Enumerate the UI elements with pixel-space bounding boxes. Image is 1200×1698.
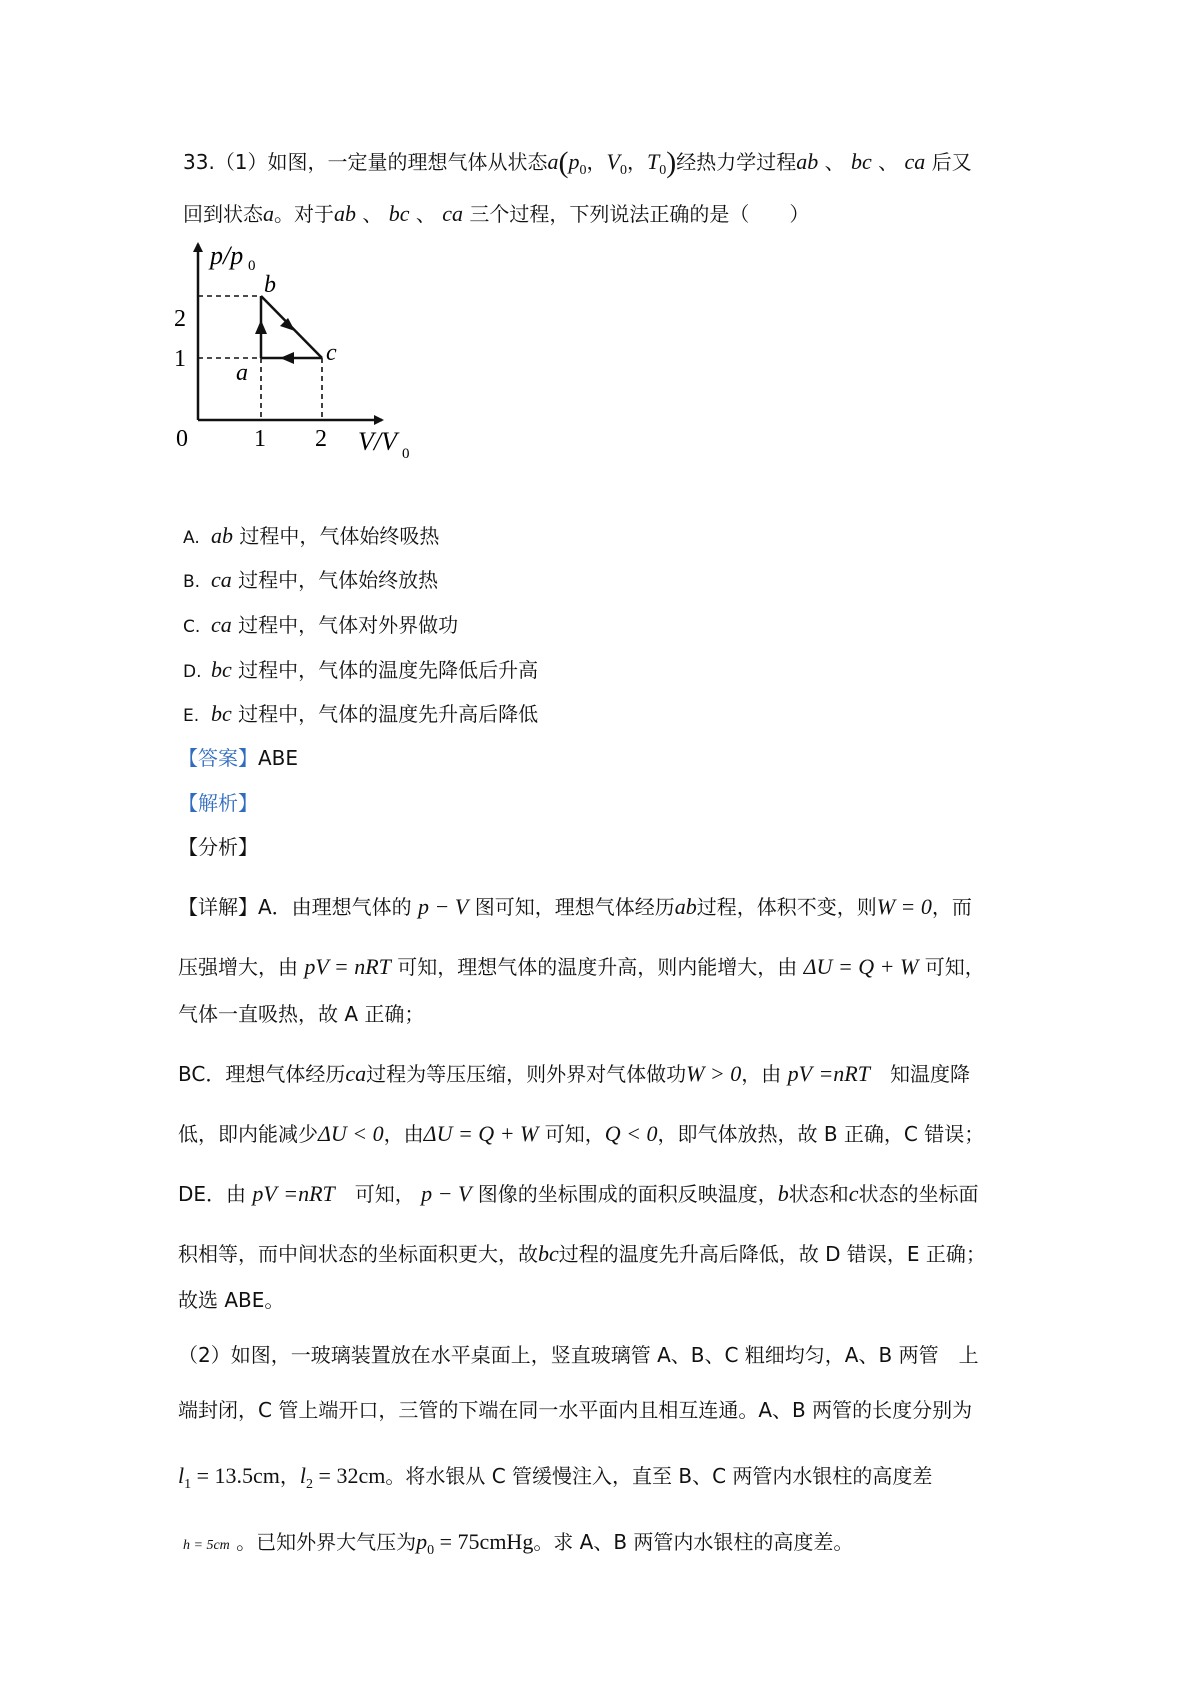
detail-line-2: 压强增大，由 pV = nRT 可知，理想气体的温度升高，则内能增大，由 ΔU = Q + W 可知，: [178, 954, 985, 979]
q2-line-4: h = 5cm 。已知外界大气压为$p_0$ = 75cmHg。求 A、B 两管内水银柱的高度差。: [183, 1529, 854, 1558]
q1-line-2: 回到状态a。对于ab 、 bc 、 ca 三个过程，下列说法正确的是（ ）: [183, 201, 810, 226]
arrow-bc: [280, 318, 295, 331]
detail-line-8: 故选 ABE。: [178, 1288, 285, 1312]
fenxi-heading: 【分析】: [178, 835, 258, 859]
q2-line-1: （2）如图，一玻璃装置放在水平桌面上，竖直玻璃管 A、B、C 粗细均匀，A、B 两管 上: [178, 1343, 979, 1367]
detail-line-7: 积相等，而中间状态的坐标面积更大，故bc过程的温度先升高后降低，故 D 错误，E 正确；: [178, 1241, 986, 1266]
arrow-ca: [280, 352, 294, 364]
option-a: A. ab 过程中，气体始终吸热: [183, 523, 440, 548]
detail-line-3: 气体一直吸热，故 A 正确；: [178, 1002, 425, 1026]
answer: 【答案】ABE: [178, 746, 299, 770]
q1-line-1: 33.（1）如图，一定量的理想气体从状态$a(p_0$，$V_0$，$T_0$)经热力学过程ab 、 bc 、 ca 后又: [183, 146, 972, 179]
detail-line-5: 低，即内能减少ΔU < 0，由ΔU = Q + W 可知，Q < 0，即气体放热，故 B 正确，C 错误；: [178, 1121, 985, 1146]
option-d: D. bc 过程中，气体的温度先降低后升高: [183, 657, 539, 682]
point-a-label: a: [236, 360, 248, 386]
q2-line-3: $l_1 = 13.5cm$，$l_2 = 32cm$。将水银从 C 管缓慢注入，直至 B、C 两管内水银柱的高度差: [178, 1463, 933, 1492]
y-tick-2: 2: [174, 306, 186, 332]
y-tick-1: 1: [174, 346, 186, 372]
point-b-label: b: [264, 272, 276, 298]
option-b: B. ca 过程中，气体始终放热: [183, 567, 439, 592]
q2-line-2: 端封闭，C 管上端开口，三管的下端在同一水平面内且相互连通。A、B 两管的长度分别为: [178, 1398, 973, 1422]
pv-diagram: [170, 238, 440, 470]
point-c-label: c: [326, 340, 337, 366]
x-tick-2: 2: [315, 426, 327, 452]
svg-text:0: 0: [402, 446, 410, 462]
option-e: E. bc 过程中，气体的温度先升高后降低: [183, 701, 539, 726]
x-tick-1: 1: [254, 426, 266, 452]
origin-label: 0: [176, 426, 188, 452]
arrow-ab: [255, 320, 267, 334]
option-c: C. ca 过程中，气体对外界做功: [183, 612, 459, 637]
y-axis-label: p/p: [210, 241, 244, 270]
detail-line-4: BC．理想气体经历ca过程为等压压缩，则外界对气体做功W > 0，由 pV =nRT 知温度降: [178, 1061, 970, 1086]
detail-line-6: DE．由 pV =nRT 可知， p − V 图像的坐标围成的面积反映温度，b状态和c状态的坐标面: [178, 1181, 979, 1206]
question-number: 33.: [183, 150, 215, 174]
svg-text:0: 0: [248, 258, 256, 274]
jiexi-heading: 【解析】: [178, 791, 258, 815]
x-axis-label: V/V: [358, 427, 397, 456]
detail-line-1: 【详解】A．由理想气体的 p − V 图可知，理想气体经历ab过程，体积不变，则W = 0，而: [178, 894, 972, 919]
